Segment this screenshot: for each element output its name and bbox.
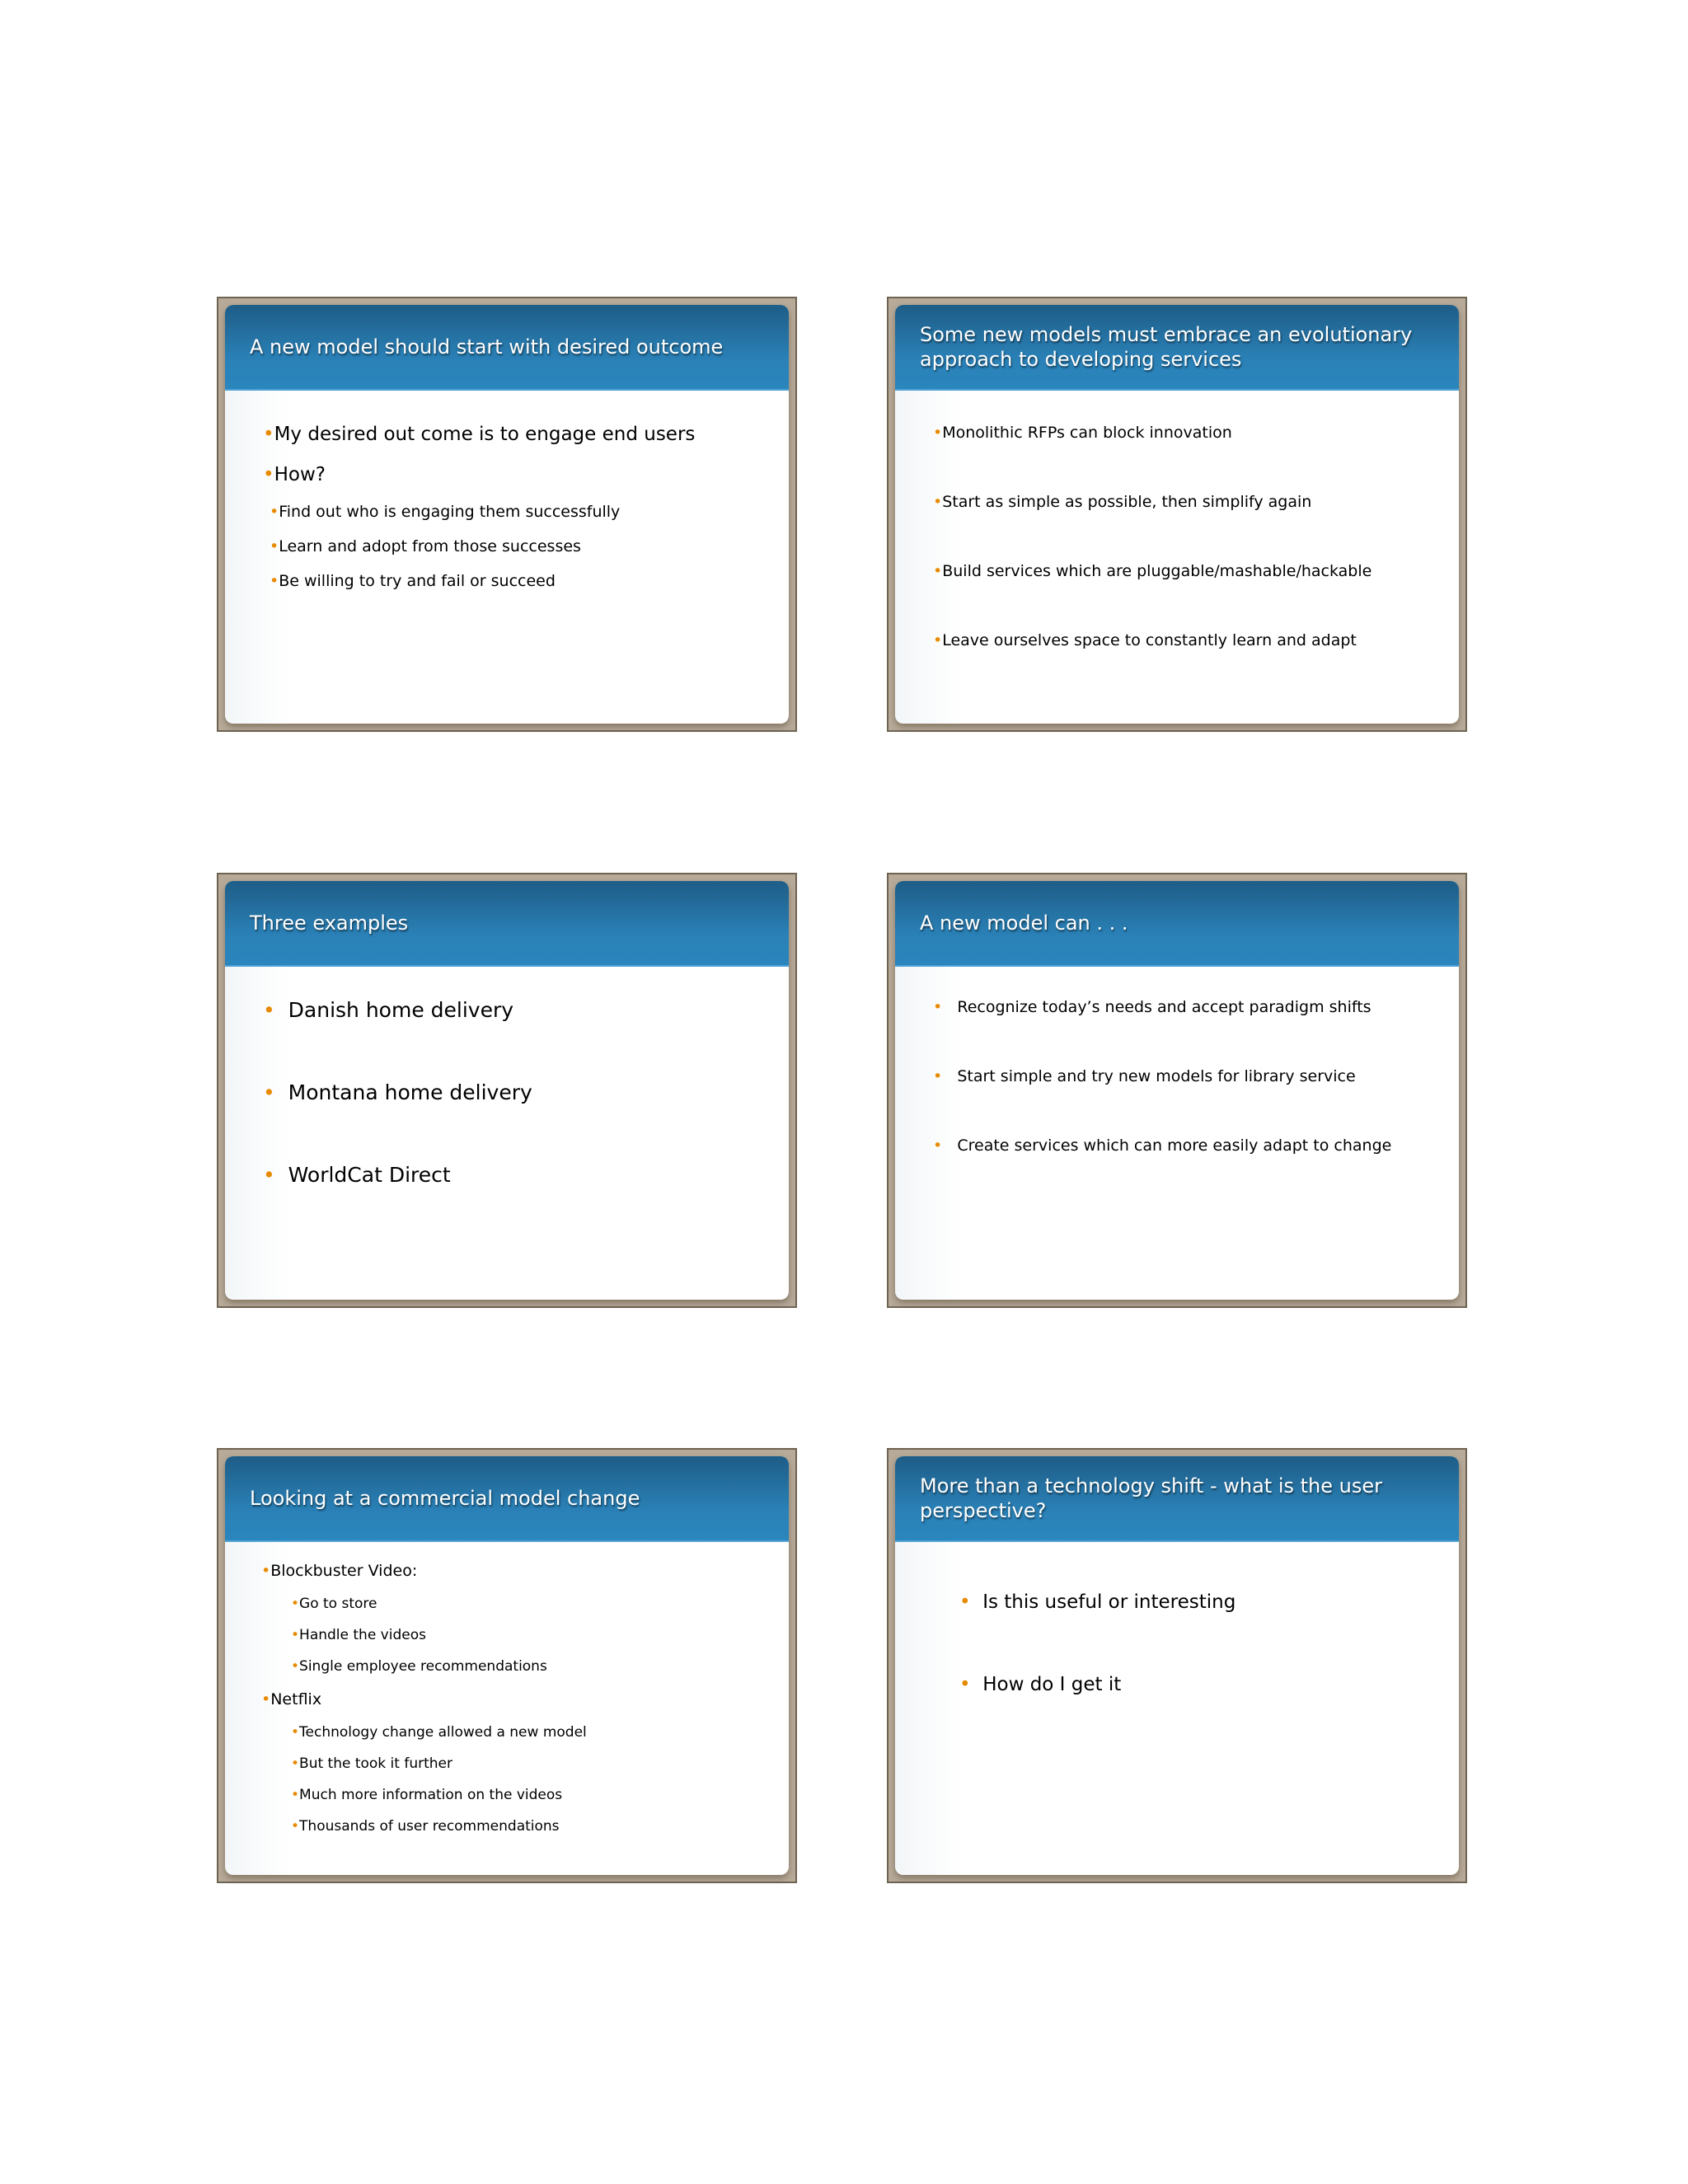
bullet-dot-icon: • [291, 1627, 300, 1643]
sub-bullet-item: •Go to store [291, 1596, 377, 1612]
sub-bullet-item: •Find out who is engaging them successfully [270, 503, 621, 521]
bullet-dot-icon: • [263, 1163, 275, 1187]
slide-6-title: More than a technology shift - what is the user perspective? [920, 1474, 1383, 1522]
bullet-dot-icon: • [291, 1755, 300, 1772]
bullet-item: • Create services which can more easily adapt to change [933, 1137, 1392, 1155]
sub-bullet-item: •Handle the videos [291, 1627, 426, 1643]
bullet-item: •Build services which are pluggable/mashable/hackable [933, 562, 1372, 580]
slide-3 [217, 873, 797, 1308]
sub-bullet-item: •Be willing to try and fail or succeed [270, 572, 556, 590]
bullet-item: •Monolithic RFPs can block innovation [933, 424, 1232, 442]
slide-2-title: Some new models must embrace an evolutionary approach to developing services [920, 323, 1413, 371]
bullet-item: • Danish home delivery [263, 998, 514, 1022]
slide-1-title: A new model should start with desired outcome [250, 335, 724, 359]
bullet-item: • Start simple and try new models for library service [933, 1067, 1356, 1085]
slide-5-title: Looking at a commercial model change [250, 1487, 640, 1510]
bullet-item: •Start as simple as possible, then simplify again [933, 493, 1312, 511]
bullet-dot-icon: • [291, 1596, 300, 1612]
bullet-dot-icon: • [263, 1080, 275, 1104]
bullet-item: • Is this useful or interesting [959, 1591, 1236, 1613]
bullet-dot-icon: • [291, 1658, 300, 1675]
slide-5-content [225, 1456, 789, 1875]
slide-1-content [225, 305, 789, 724]
bullet-dot-icon: • [263, 424, 274, 445]
bullet-dot-icon: • [933, 424, 943, 442]
bullet-dot-icon: • [933, 562, 943, 580]
bullet-dot-icon: • [933, 1067, 943, 1085]
slide-2 [887, 297, 1467, 732]
bullet-item: •Netflix [261, 1690, 322, 1708]
bullet-dot-icon: • [959, 1591, 971, 1613]
bullet-item: • WorldCat Direct [263, 1163, 451, 1187]
bullet-dot-icon: • [263, 998, 275, 1022]
slide-6-header [895, 1456, 1459, 1542]
slide-5 [217, 1448, 797, 1883]
slide-3-header [225, 881, 789, 967]
bullet-dot-icon: • [270, 537, 279, 555]
bullet-dot-icon: • [933, 631, 943, 649]
bullet-item: • Montana home delivery [263, 1080, 532, 1104]
slide-6-content [895, 1456, 1459, 1875]
sub-bullet-item: •Single employee recommendations [291, 1658, 547, 1675]
slide-6 [887, 1448, 1467, 1883]
slide-3-content [225, 881, 789, 1300]
bullet-dot-icon: • [933, 493, 943, 511]
bullet-item: • How do I get it [959, 1674, 1122, 1695]
slide-1-header [225, 305, 789, 391]
bullet-dot-icon: • [270, 503, 279, 521]
slide-4-title: A new model can . . . [920, 912, 1128, 935]
bullet-dot-icon: • [291, 1724, 300, 1741]
bullet-dot-icon: • [261, 1562, 271, 1580]
sub-bullet-item: •Learn and adopt from those successes [270, 537, 581, 555]
slide-5-header [225, 1456, 789, 1542]
bullet-dot-icon: • [933, 998, 943, 1016]
slide-1-body [225, 391, 789, 724]
slide-4-header [895, 881, 1459, 967]
bullet-dot-icon: • [959, 1674, 971, 1695]
bullet-dot-icon: • [933, 1137, 943, 1155]
sub-bullet-item: •Technology change allowed a new model [291, 1724, 587, 1741]
bullet-item: •Blockbuster Video: [261, 1562, 418, 1580]
sub-bullet-item: •Much more information on the videos [291, 1787, 563, 1803]
slide-5-body [225, 1542, 789, 1875]
sub-bullet-item: •Thousands of user recommendations [291, 1818, 560, 1835]
bullet-dot-icon: • [291, 1787, 300, 1803]
bullet-item: •My desired out come is to engage end users [263, 424, 696, 445]
bullet-item: • Recognize today’s needs and accept paradigm shifts [933, 998, 1372, 1016]
slide-1 [217, 297, 797, 732]
slide-2-content [895, 305, 1459, 724]
bullet-dot-icon: • [291, 1818, 300, 1835]
sub-bullet-item: •But the took it further [291, 1755, 452, 1772]
bullet-dot-icon: • [261, 1690, 271, 1708]
bullet-item: •Leave ourselves space to constantly learn and adapt [933, 631, 1357, 649]
slide-4-body [895, 967, 1459, 1300]
slide-3-body [225, 967, 789, 1300]
bullet-dot-icon: • [270, 572, 279, 590]
slide-2-body [895, 391, 1459, 724]
slide-4 [887, 873, 1467, 1308]
bullet-item: •How? [263, 464, 326, 485]
slide-3-title: Three examples [250, 912, 409, 935]
slide-4-content [895, 881, 1459, 1300]
slide-6-body [895, 1542, 1459, 1875]
slide-2-header [895, 305, 1459, 391]
bullet-dot-icon: • [263, 464, 274, 485]
